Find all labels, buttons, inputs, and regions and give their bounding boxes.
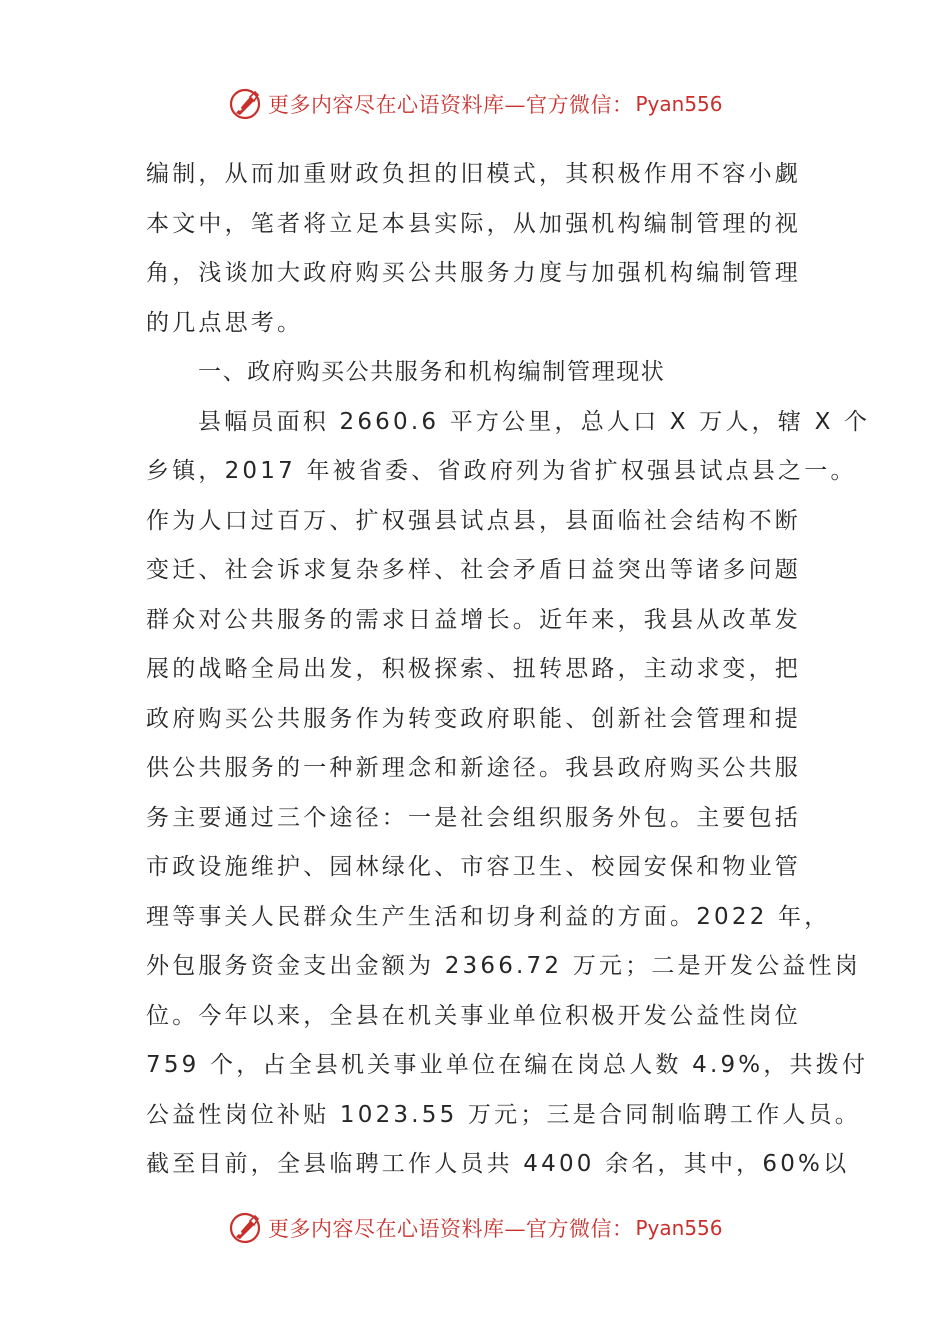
body-line: 县幅员面积 2660.6 平方公里，总人口 X 万人，辖 X 个 (198, 408, 871, 435)
body-line: 乡镇，2017 年被省委、省政府列为省扩权强县试点县之一。 (146, 458, 857, 484)
watermark-header (228, 84, 723, 124)
body-line: 759 个，占全县机关事业单位在编在岗总人数 4.9%，共拨付 (146, 1052, 869, 1078)
watermark-handle: Pyan556 (635, 1216, 723, 1240)
body-line: 位。今年以来，全县在机关事业单位积极开发公益性岗位 (146, 1002, 801, 1029)
body-line: 务主要通过三个途径：一是社会组织服务外包。主要包括 (146, 804, 801, 831)
body-line: 变迁、社会诉求复杂多样、社会矛盾日益突出等诸多问题 (146, 557, 801, 583)
body-line: 群众对公共服务的需求日益增长。近年来，我县从改革发 (146, 606, 801, 633)
body-line: 截至目前，全县临聘工作人员共 4400 余名，其中，60%以 (146, 1151, 850, 1177)
pen-nib-logo-icon (228, 1211, 262, 1245)
watermark-footer (228, 1208, 723, 1248)
body-line: 作为人口过百万、扩权强县试点县，县面临社会结构不断 (146, 507, 801, 534)
section-heading: 一、政府购买公共服务和机构编制管理现状 (198, 359, 666, 385)
body-line: 供公共服务的一种新理念和新途径。我县政府购买公共服 (146, 755, 801, 781)
body-line: 角，浅谈加大政府购买公共服务力度与加强机构编制管理 (146, 260, 801, 286)
body-line: 的几点思考。 (146, 309, 304, 336)
body-line: 政府购买公共服务作为转变政府职能、创新社会管理和提 (146, 705, 801, 732)
body-line: 公益性岗位补贴 1023.55 万元；三是合同制临聘工作人员。 (146, 1101, 861, 1128)
body-line: 展的战略全局出发，积极探索、扭转思路，主动求变，把 (146, 656, 801, 682)
body-line: 理等事关人民群众生产生活和切身利益的方面。2022 年， (146, 903, 831, 930)
watermark-handle: Pyan556 (635, 92, 723, 116)
body-line: 外包服务资金支出金额为 2366.72 万元；二是开发公益性岗 (146, 953, 861, 979)
watermark-text: 更多内容尽在心语资料库—官方微信： (268, 93, 634, 117)
watermark-text: 更多内容尽在心语资料库—官方微信： (268, 1217, 634, 1241)
body-line: 本文中，笔者将立足本县实际，从加强机构编制管理的视 (146, 210, 801, 237)
pen-nib-logo-icon (228, 87, 262, 121)
body-line: 市政设施维护、园林绿化、市容卫生、校园安保和物业管 (146, 854, 801, 880)
body-line: 编制，从而加重财政负担的旧模式，其积极作用不容小觑 (146, 161, 801, 187)
document-body (146, 150, 871, 1190)
